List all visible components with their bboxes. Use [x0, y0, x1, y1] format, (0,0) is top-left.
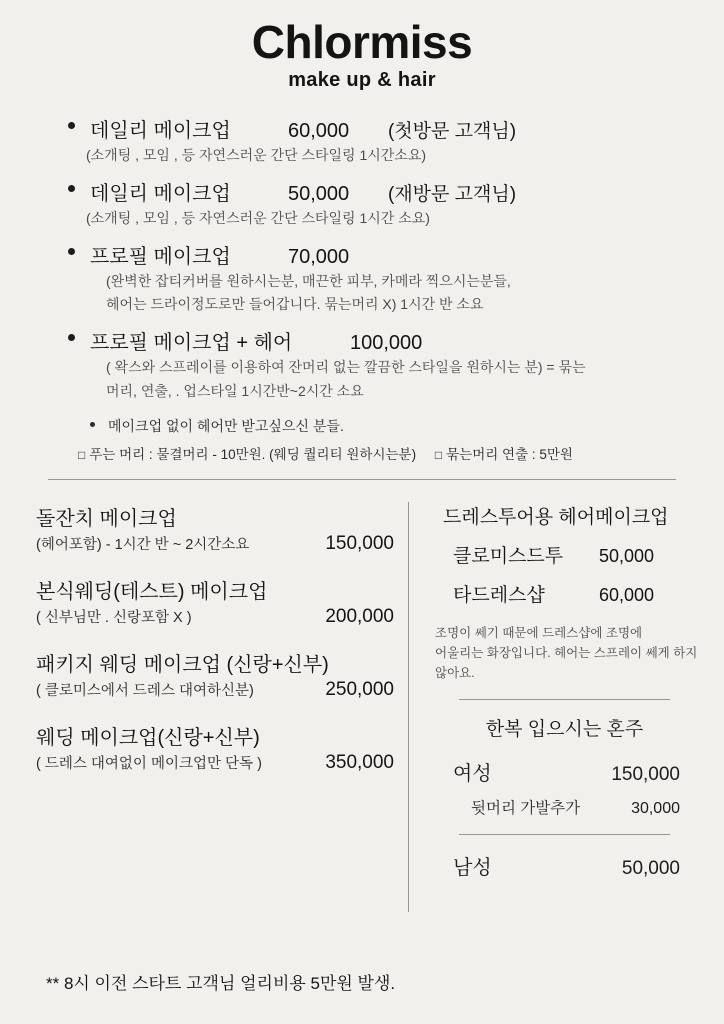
- bullet-icon: [68, 334, 75, 341]
- list-item: [36, 648, 394, 701]
- option-name: 뒷머리 가발추가: [471, 800, 581, 818]
- list-item: [44, 240, 688, 316]
- option-price: 50,000: [599, 546, 655, 567]
- package-sub: ( 드레스 대여없이 메이크업만 단독 ): [36, 756, 262, 773]
- menu-row: [44, 326, 688, 355]
- menu-desc: (완벽한 잡티커버를 원하시는분, 매끈한 피부, 카메라 찍으시는분들,: [106, 272, 511, 289]
- package-detail-row: [36, 679, 394, 701]
- package-sub: ( 클로미스에서 드레스 대여하신분): [36, 683, 254, 700]
- package-price: 250,000: [325, 679, 394, 701]
- page-title: Chlormiss: [251, 16, 473, 68]
- list-item: [431, 851, 698, 880]
- menu-price: 100,000: [350, 332, 423, 355]
- list-item: [431, 757, 698, 786]
- hair-only-note-line2: [78, 443, 724, 463]
- menu-desc-2: 헤어는 드라이정도로만 들어갑니다. 묶는머리 X) 1시간 반 소요: [106, 296, 484, 313]
- list-item: [36, 502, 394, 555]
- hair-only-note-line1: 메이크업 없이 헤어만 받고싶으신 분들.: [90, 416, 724, 436]
- menu-price: 50,000: [288, 182, 350, 205]
- option-price: 30,000: [631, 800, 680, 818]
- package-detail-row: [36, 606, 394, 628]
- menu-desc: (소개팅 , 모임 , 등 자연스러운 간단 스타일링 1시간소요): [86, 147, 427, 164]
- menu-note: (재방문 고객님): [388, 183, 517, 205]
- dress-tour-note: [431, 623, 698, 683]
- menu-price: 60,000: [288, 120, 350, 143]
- hanbok-heading: 한복 입으시는 혼주: [485, 719, 644, 741]
- option-price: 60,000: [599, 585, 655, 606]
- menu-name: 데일리 메이크업: [90, 120, 231, 143]
- option-price: 150,000: [611, 764, 680, 786]
- two-column-body: [0, 502, 724, 912]
- header: [0, 0, 724, 92]
- right-divider-2: [459, 834, 670, 835]
- menu-name: 데일리 메이크업: [90, 182, 231, 205]
- option-price: 50,000: [621, 858, 680, 880]
- package-detail-row: [36, 752, 394, 774]
- package-price: 200,000: [325, 606, 394, 628]
- menu-name: 프로필 메이크업 + 헤어: [90, 332, 293, 355]
- list-item: [431, 541, 698, 568]
- page-subtitle: make up & hair: [288, 69, 436, 92]
- menu-row: [44, 240, 688, 269]
- bullet-icon: [68, 122, 75, 129]
- bullet-icon: [68, 248, 75, 255]
- right-divider: [459, 699, 670, 700]
- package-title: 본식웨딩(테스트) 메이크업: [36, 581, 268, 604]
- menu-price: 70,000: [288, 245, 350, 268]
- bullet-icon: [68, 185, 75, 192]
- list-item: [44, 326, 688, 402]
- menu-desc: (소개팅 , 모임 , 등 자연스러운 간단 스타일링 1시간 소요): [86, 209, 430, 226]
- option-name: 타드레스샵: [453, 585, 545, 607]
- dress-tour-heading: 드레스투어용 헤어메이크업: [443, 507, 669, 529]
- option-name: 여성: [453, 763, 492, 786]
- package-price: 150,000: [325, 533, 394, 555]
- square-bullet-icon-2: □ 묶는머리 연출 : 5만원: [435, 447, 573, 462]
- option-name: 클로미스드투: [453, 546, 564, 568]
- dress-tour-note-line2: 어울리는 화장입니다. 헤어는 스프레이 쎄게 하지 않아요.: [435, 646, 698, 681]
- hair-only-note: [0, 416, 724, 463]
- package-title: 돌잔치 메이크업: [36, 508, 177, 531]
- option-name: 남성: [453, 857, 492, 880]
- footer-note: ** 8시 이전 스타트 고객님 얼리비용 5만원 발생.: [46, 974, 396, 993]
- top-menu-list: [0, 114, 724, 402]
- menu-row: [44, 177, 688, 206]
- list-item: [36, 575, 394, 628]
- left-column: [36, 502, 408, 912]
- package-sub: ( 신부님만 . 신랑포함 X ): [36, 610, 192, 627]
- package-title: 웨딩 메이크업(신랑+신부): [36, 727, 260, 750]
- list-item: [44, 114, 688, 167]
- package-sub: (헤어포함) - 1시간 반 ~ 2시간소요: [36, 537, 250, 554]
- menu-desc-2: 머리, 연출, . 업스타일 1시간반~2시간 소요: [106, 382, 364, 399]
- menu-note: (첫방문 고객님): [388, 121, 517, 143]
- menu-desc: ( 왁스와 스프레이를 이용하여 잔머리 없는 깔끔한 스타일을 원하시는 분) = 묶는: [106, 359, 586, 376]
- package-title: 패키지 웨딩 메이크업 (신랑+신부): [36, 654, 329, 677]
- menu-name: 프로필 메이크업: [90, 245, 231, 268]
- menu-row: [44, 114, 688, 143]
- square-bullet-icon-1: □ 푸는 머리 : 물결머리 - 10만원. (웨딩 퀄리티 원하시는분): [78, 447, 416, 462]
- package-price: 350,000: [325, 752, 394, 774]
- list-item: [44, 177, 688, 230]
- package-detail-row: [36, 533, 394, 555]
- list-item: [431, 580, 698, 607]
- list-item: [36, 721, 394, 774]
- right-column: [408, 502, 698, 912]
- section-divider: [48, 479, 676, 480]
- list-item: [431, 796, 698, 818]
- dress-tour-note-line1: 조명이 쎄기 때문에 드레스샵에 조명에: [435, 626, 643, 641]
